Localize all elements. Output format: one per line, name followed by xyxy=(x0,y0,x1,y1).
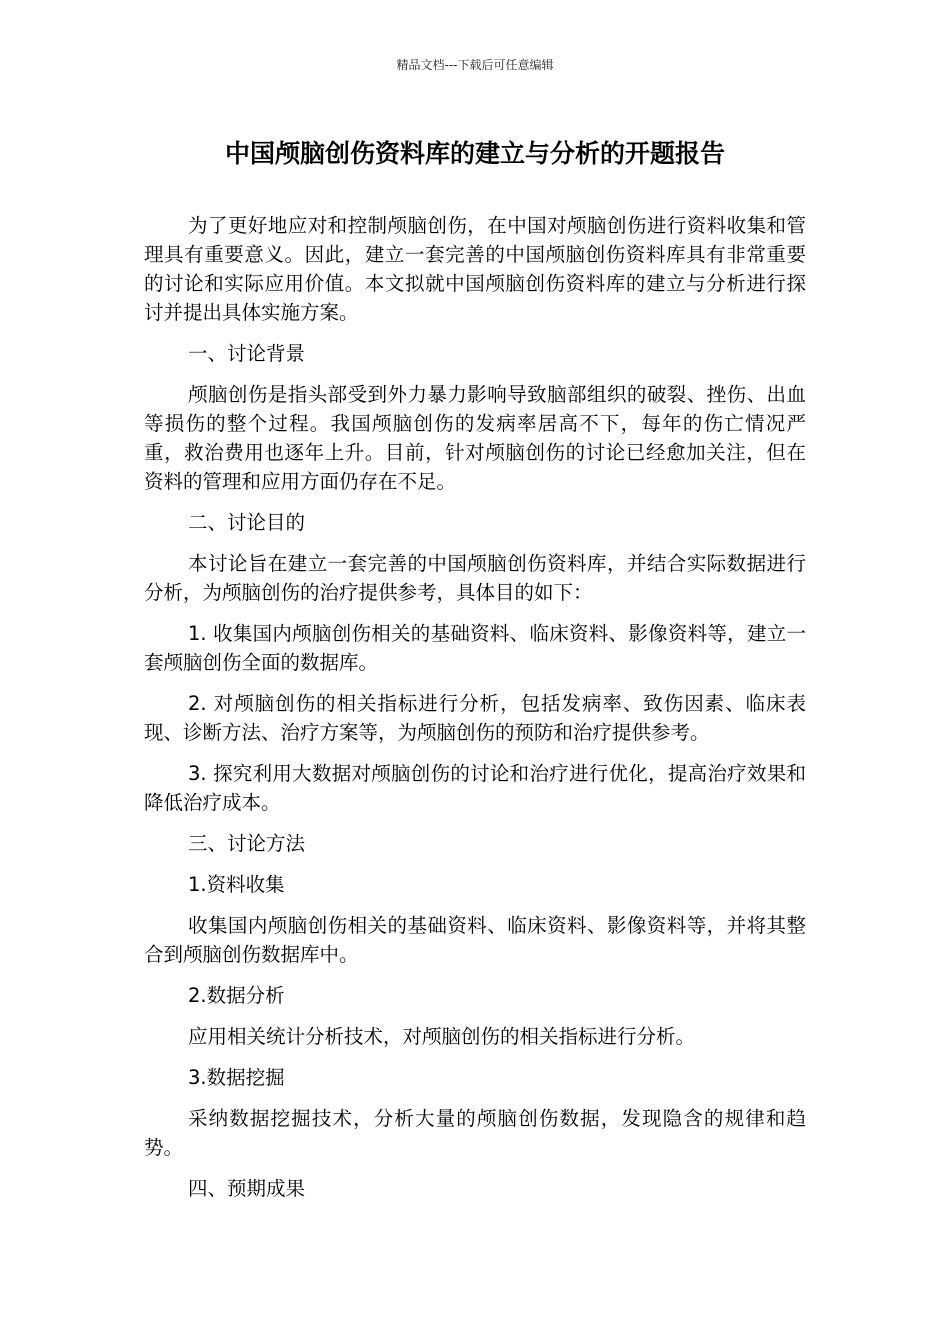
section-heading-methods: 三、讨论方法 xyxy=(188,832,306,855)
purpose-item-3: 3. 探究利用大数据对颅脑创伤的讨论和治疗进行优化，提高治疗效果和降低治疗成本。 xyxy=(144,762,806,814)
page-header: 精品文档---下载后可任意编辑 xyxy=(396,58,554,72)
background-paragraph: 颅脑创伤是指头部受到外力暴力影响导致脑部组织的破裂、挫伤、出血等损伤的整个过程。我国颅脑创伤的发病率居高不下，每年的伤亡情况严重，救治费用也逐年上升。目前，针对颅脑创伤的讨论已经愈加关注，但在资料的管理和应用方面仍存在不足。 xyxy=(144,383,806,493)
purpose-item-2: 2. 对颅脑创伤的相关指标进行分析，包括发病率、致伤因素、临床表现、诊断方法、治疗方案等，为颅脑创伤的预防和治疗提供参考。 xyxy=(144,692,806,744)
section-heading-outcomes: 四、预期成果 xyxy=(188,1177,306,1200)
section-heading-background: 一、讨论背景 xyxy=(188,342,306,365)
document-body xyxy=(144,211,806,1215)
method-heading-2: 2.数据分析 xyxy=(188,984,285,1007)
purpose-item-1: 1. 收集国内颅脑创伤相关的基础资料、临床资料、影像资料等，建立一套颅脑创伤全面的数据库。 xyxy=(144,622,806,674)
method-heading-3: 3.数据挖掘 xyxy=(188,1066,285,1089)
method-paragraph-1: 收集国内颅脑创伤相关的基础资料、临床资料、影像资料等，并将其整合到颅脑创伤数据库中。 xyxy=(144,914,806,966)
document-title: 中国颅脑创伤资料库的建立与分析的开题报告 xyxy=(224,139,725,168)
intro-paragraph: 为了更好地应对和控制颅脑创伤，在中国对颅脑创伤进行资料收集和管理具有重要意义。因此，建立一套完善的中国颅脑创伤资料库具有非常重要的讨论和实际应用价值。本文拟就中国颅脑创伤资料库的建立与分析进行探讨并提出具体实施方案。 xyxy=(144,214,806,324)
method-heading-1: 1.资料收集 xyxy=(188,873,285,896)
purpose-paragraph: 本讨论旨在建立一套完善的中国颅脑创伤资料库，并结合实际数据进行分析，为颅脑创伤的治疗提供参考，具体目的如下： xyxy=(144,552,806,604)
method-paragraph-3: 采纳数据挖掘技术，分析大量的颅脑创伤数据，发现隐含的规律和趋势。 xyxy=(144,1107,806,1159)
method-paragraph-2: 应用相关统计分析技术，对颅脑创伤的相关指标进行分析。 xyxy=(188,1025,696,1048)
section-heading-purpose: 二、讨论目的 xyxy=(188,511,306,534)
